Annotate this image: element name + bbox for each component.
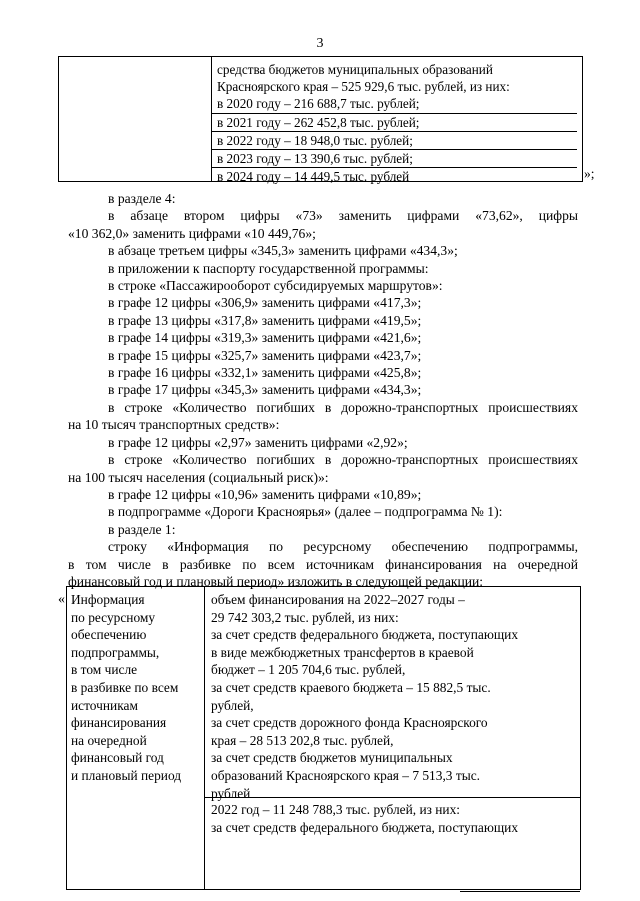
table-line: средства бюджетов муниципальных образований [217, 62, 493, 77]
table-line: Красноярского края – 525 929,6 тыс. рублей, из них: [217, 79, 510, 95]
top-table-text [217, 61, 577, 185]
paragraph: в строке «Количество погибших в дорожно-транспортных происшествиях [108, 452, 578, 468]
value-line: за счет средств краевого бюджета – 15 882,5 тыс. [211, 679, 491, 695]
value-line: 2022 год – 11 248 788,3 тыс. рублей, из них: [211, 802, 460, 817]
value-line: в виде межбюджетных трансфертов в краевой [211, 644, 474, 660]
label-line: в том числе [71, 662, 138, 678]
table-line: в 2024 году – 14 449,5 тыс. рублей [217, 169, 410, 185]
bottom-table [66, 586, 581, 890]
funding-2022-cell [211, 801, 575, 836]
table-line: в 2022 году – 18 948,0 тыс. рублей; [212, 132, 577, 150]
page-number: 3 [316, 36, 324, 51]
label-line: подпрограммы, [71, 644, 160, 660]
top-table [58, 56, 583, 185]
paragraph: в разделе 1: [108, 521, 176, 537]
table-line: в 2023 году – 13 390,6 тыс. рублей; [212, 150, 577, 168]
label-text [71, 591, 203, 785]
value-line: 29 742 303,2 тыс. рублей, из них: [211, 609, 399, 625]
paragraph: в графе 17 цифры «345,3» заменить цифрами «434,3»; [108, 382, 422, 398]
value-line: за счет средств федерального бюджета, поступающих [211, 819, 519, 835]
paragraph: в строке «Пассажирооборот субсидируемых маршрутов»: [108, 278, 443, 294]
value-line: за счет средств дорожного фонда Красноярского [211, 715, 488, 731]
bottom-table-label-cell [67, 587, 205, 889]
label-line: финансовый год [71, 750, 164, 766]
paragraph: в графе 12 цифры «306,9» заменить цифрами «417,3»; [108, 295, 422, 311]
closing-quote: »; [584, 166, 595, 181]
top-table-empty-cell [59, 57, 212, 181]
value-line: края – 28 513 202,8 тыс. рублей, [211, 732, 394, 748]
amendment-text [68, 190, 578, 590]
paragraph: в графе 15 цифры «325,7» заменить цифрами «423,7»; [108, 347, 422, 363]
paragraph: в графе 13 цифры «317,8» заменить цифрами «419,5»; [108, 312, 422, 328]
label-line: в разбивке по всем [71, 679, 179, 695]
paragraph-continuation: «10 362,0» заменить цифрами «10 449,76»; [68, 225, 316, 241]
funding-total-cell [211, 591, 575, 802]
value-line: бюджет – 1 205 704,6 тыс. рублей, [211, 662, 406, 678]
label-line: источникам [71, 697, 138, 713]
paragraph: в графе 12 цифры «10,96» заменить цифрами «10,89»; [108, 486, 422, 502]
footer-rule [460, 891, 580, 892]
paragraph-continuation: на 10 тысяч транспортных средств»: [68, 417, 280, 433]
value-line: объем финансирования на 2022–2027 годы – [211, 592, 465, 607]
paragraph-continuation: финансовый год и плановый период» изложить в следующей редакции: [68, 573, 484, 589]
paragraph: в абзаце третьем цифры «345,3» заменить цифрами «434,3»; [108, 243, 458, 259]
value-line: рублей [211, 785, 251, 801]
value-line: за счет средств бюджетов муниципальных [211, 750, 453, 766]
paragraph: в разделе 4: [108, 191, 176, 206]
paragraph-continuation: в том числе в разбивке по всем источникам финансирования на очередной [68, 556, 578, 572]
paragraph: в графе 14 цифры «319,3» заменить цифрами «421,6»; [108, 330, 422, 346]
paragraph: в графе 12 цифры «2,97» заменить цифрами «2,92»; [108, 434, 408, 450]
row-divider [205, 797, 580, 798]
opening-quote: « [58, 592, 65, 607]
value-line: за счет средств федерального бюджета, поступающих [211, 627, 519, 643]
label-line: обеспечению [71, 627, 147, 643]
label-line: финансирования [71, 715, 167, 731]
paragraph: в графе 16 цифры «332,1» заменить цифрами «425,8»; [108, 365, 422, 381]
table-line: в 2020 году – 216 688,7 тыс. рублей; [212, 95, 577, 113]
label-line: по ресурсному [71, 609, 156, 625]
paragraph: в строке «Количество погибших в дорожно-транспортных происшествиях [108, 399, 578, 415]
value-line: рублей, [211, 697, 254, 713]
paragraph: в абзаце втором цифры «73» заменить цифрами «73,62», цифры [108, 208, 578, 224]
label-line: и плановый период [71, 767, 182, 783]
value-line: образований Красноярского края – 7 513,3 тыс. [211, 767, 480, 783]
label-line: на очередной [71, 732, 147, 748]
paragraph: в подпрограмме «Дороги Красноярья» (далее – подпрограмма № 1): [108, 504, 503, 520]
paragraph-continuation: на 100 тысяч населения (социальный риск)»: [68, 469, 329, 485]
paragraph: строку «Информация по ресурсному обеспечению подпрограммы, [108, 539, 578, 555]
table-line: в 2021 году – 262 452,8 тыс. рублей; [212, 114, 577, 132]
label-line: Информация [71, 592, 145, 607]
paragraph: в приложении к паспорту государственной программы: [108, 260, 429, 276]
